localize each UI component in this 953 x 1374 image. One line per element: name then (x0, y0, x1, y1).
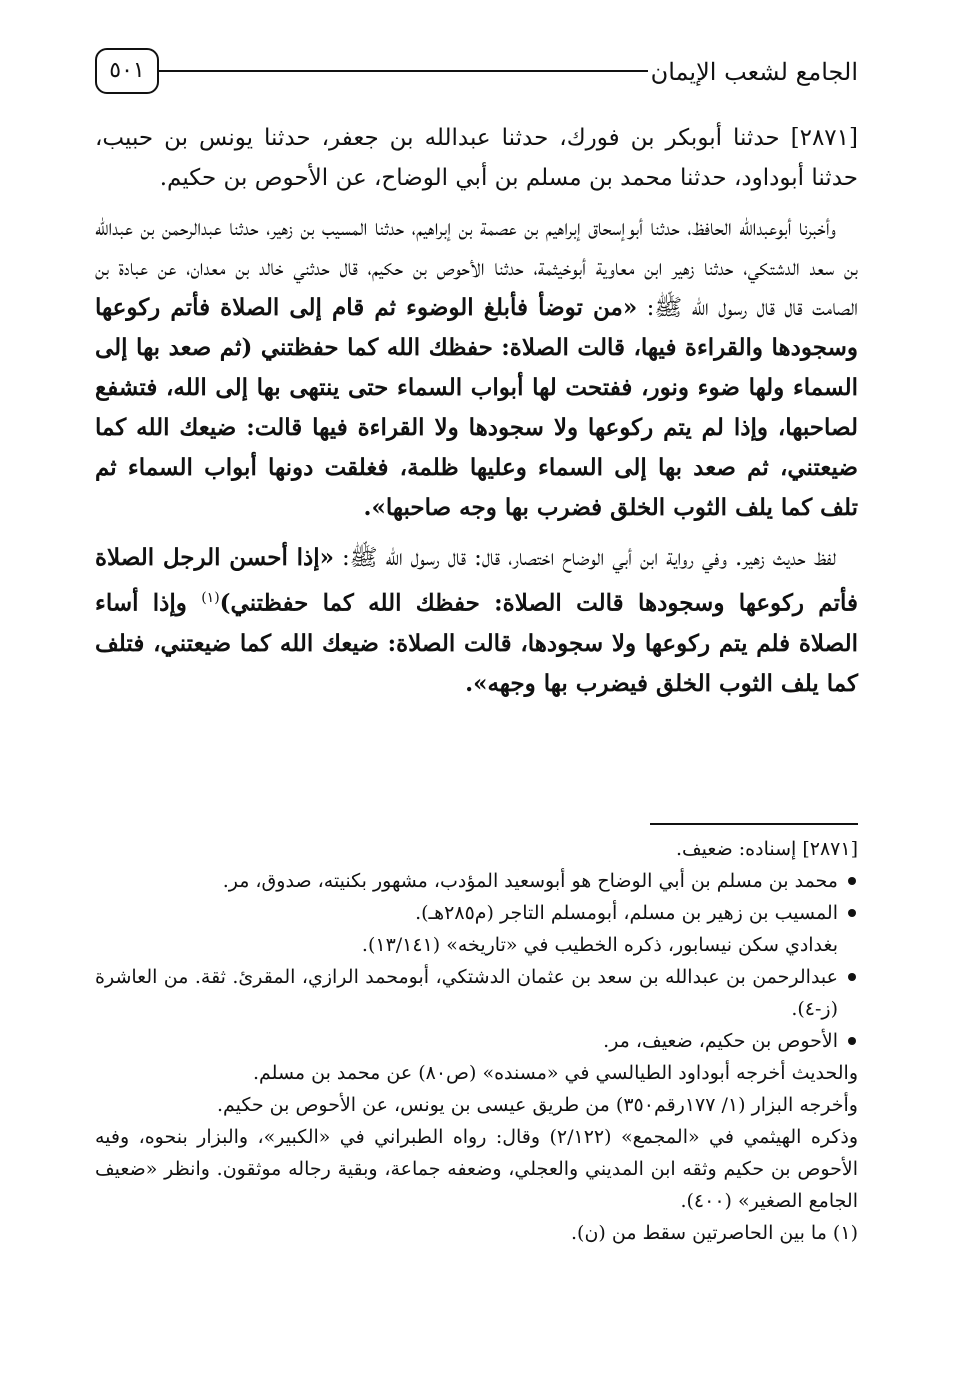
header-rule (159, 70, 648, 72)
hadith-matn: «من توضأ فأبلغ الوضوء ثم قام إلى الصلاة فأتم ركوعها وسجودها والقراءة فيها، قالت الصلاة: حفظك الله كما حفظتني (ثم صعد بها إلى السماء ولها ضوء ونور، ففتحت لها أبواب السماء حتى ينتهى بها إلى الله، فتشفع لصاحبها، وإذا لم يتم ركوعها ولا سجودها ولا القراءة فيها قالت: ضيعك الله كما ضيعتني، ثم صعد بها إلى السماء وعليها ظلمة، فغلقت دونها أبواب السماء ثم تلف كما يلف الثوب الخلق فضرب بها وجه صاحبها». (95, 294, 858, 521)
variant-matn-a: «إذا أحسن الرجل الصلاة فأتم ركوعها وسجودها قالت الصلاة: حفظك الله كما حفظتني) (95, 544, 858, 617)
variant-matn-b: وإذا أساء الصلاة فلم يتم ركوعها ولا سجودها، قالت الصلاة: ضيعك الله كما ضيعتني، فتلف كما يلف الثوب الخلق فيضرب بها وجهه». (95, 589, 858, 697)
narrator-list-2 (95, 961, 858, 1057)
narrator-item: عبدالرحمن بن عبدالله بن سعد بن عثمان الدشتكي، أبومحمد الرازي، المقرئ. ثقة. من العاشرة (ز-٤). (95, 961, 858, 1025)
narrator-item: محمد بن مسلم بن أبي الوضاح هو أبوسعيد المؤدب، مشهور بكنيته، صدوق، مر. (95, 865, 858, 897)
hadith-variant (95, 538, 858, 704)
variant-intro: لفظ حديث زهير. وفي رواية ابن أبي الوضاح اختصار، قال: قال رسول الله ﷺ: (341, 545, 836, 571)
footnote-divider (650, 823, 858, 825)
narrator-item: المسيب بن زهير بن مسلم، أبومسلم التاجر (م٢٨٥هـ). (95, 897, 858, 929)
main-text (95, 118, 858, 714)
footnote-takhrij-2: وأخرجه البزار (١/ ١٧٧رقم٣٥٠) من طريق عيسى بن يونس، عن الأحوص بن حكيم. (216, 1094, 858, 1116)
narrator-note: بغدادي سكن نيسابور، ذكره الخطيب في «تاريخه» (١٣/١٤١). (361, 934, 838, 956)
footnote-1: (١) ما بين الحاصرتين سقط من (ن). (571, 1222, 858, 1244)
narrator-item: الأحوص بن حكيم، ضعيف، مر. (95, 1025, 858, 1057)
hadith-isnad-2 (95, 208, 858, 528)
footnote-takhrij-1: والحديث أخرجه أبوداود الطيالسي في «مسنده» (ص٨٠) عن محمد بن مسلم. (253, 1062, 858, 1084)
footnote-marker: (١) (201, 590, 220, 606)
footnotes (95, 833, 858, 1249)
footnote-takhrij-3: وذكره الهيثمي في «المجمع» (٢/١٢٢) وقال: رواه الطبراني في «الكبير»، والبزار بنحوه، وفيه الأحوص بن حكيم وثقه ابن المديني والعجلي، وضعفه جماعة، وبقية رجاله موثقون. وانظر «ضعيف الجامع الصغير» (٤٠٠). (95, 1126, 858, 1212)
page-number: ٥٠١ (95, 48, 159, 94)
narrator-list (95, 865, 858, 929)
footnote-grading: [٢٨٧١] إسناده: ضعيف. (675, 838, 858, 860)
page-header (95, 48, 858, 100)
running-title: الجامع لشعب الإيمان (650, 58, 858, 86)
hadith-isnad-1: [٢٨٧١] حدثنا أبوبكر بن فورك، حدثنا عبدالله بن جعفر، حدثنا يونس بن حبيب، حدثنا أبوداود، حدثنا محمد بن مسلم بن أبي الوضاح، عن الأحوص بن حكيم. (95, 125, 858, 191)
isnad-text: وأخبرنا أبوعبدالله الحافظ، حدثنا أبوإسحاق إبراهيم بن عصمة بن إبراهيم، حدثنا المسيب بن زهير، حدثنا عبدالرحمن بن عبدالله بن سعد الدشتكي، حدثنا زهير ابن معاوية أبوخيثمة، حدثنا الأحوص بن حكيم، قال حدثني خالد بن معدان، عن عبادة بن الصامت قال قال رسول الله ﷺ: (95, 215, 858, 321)
